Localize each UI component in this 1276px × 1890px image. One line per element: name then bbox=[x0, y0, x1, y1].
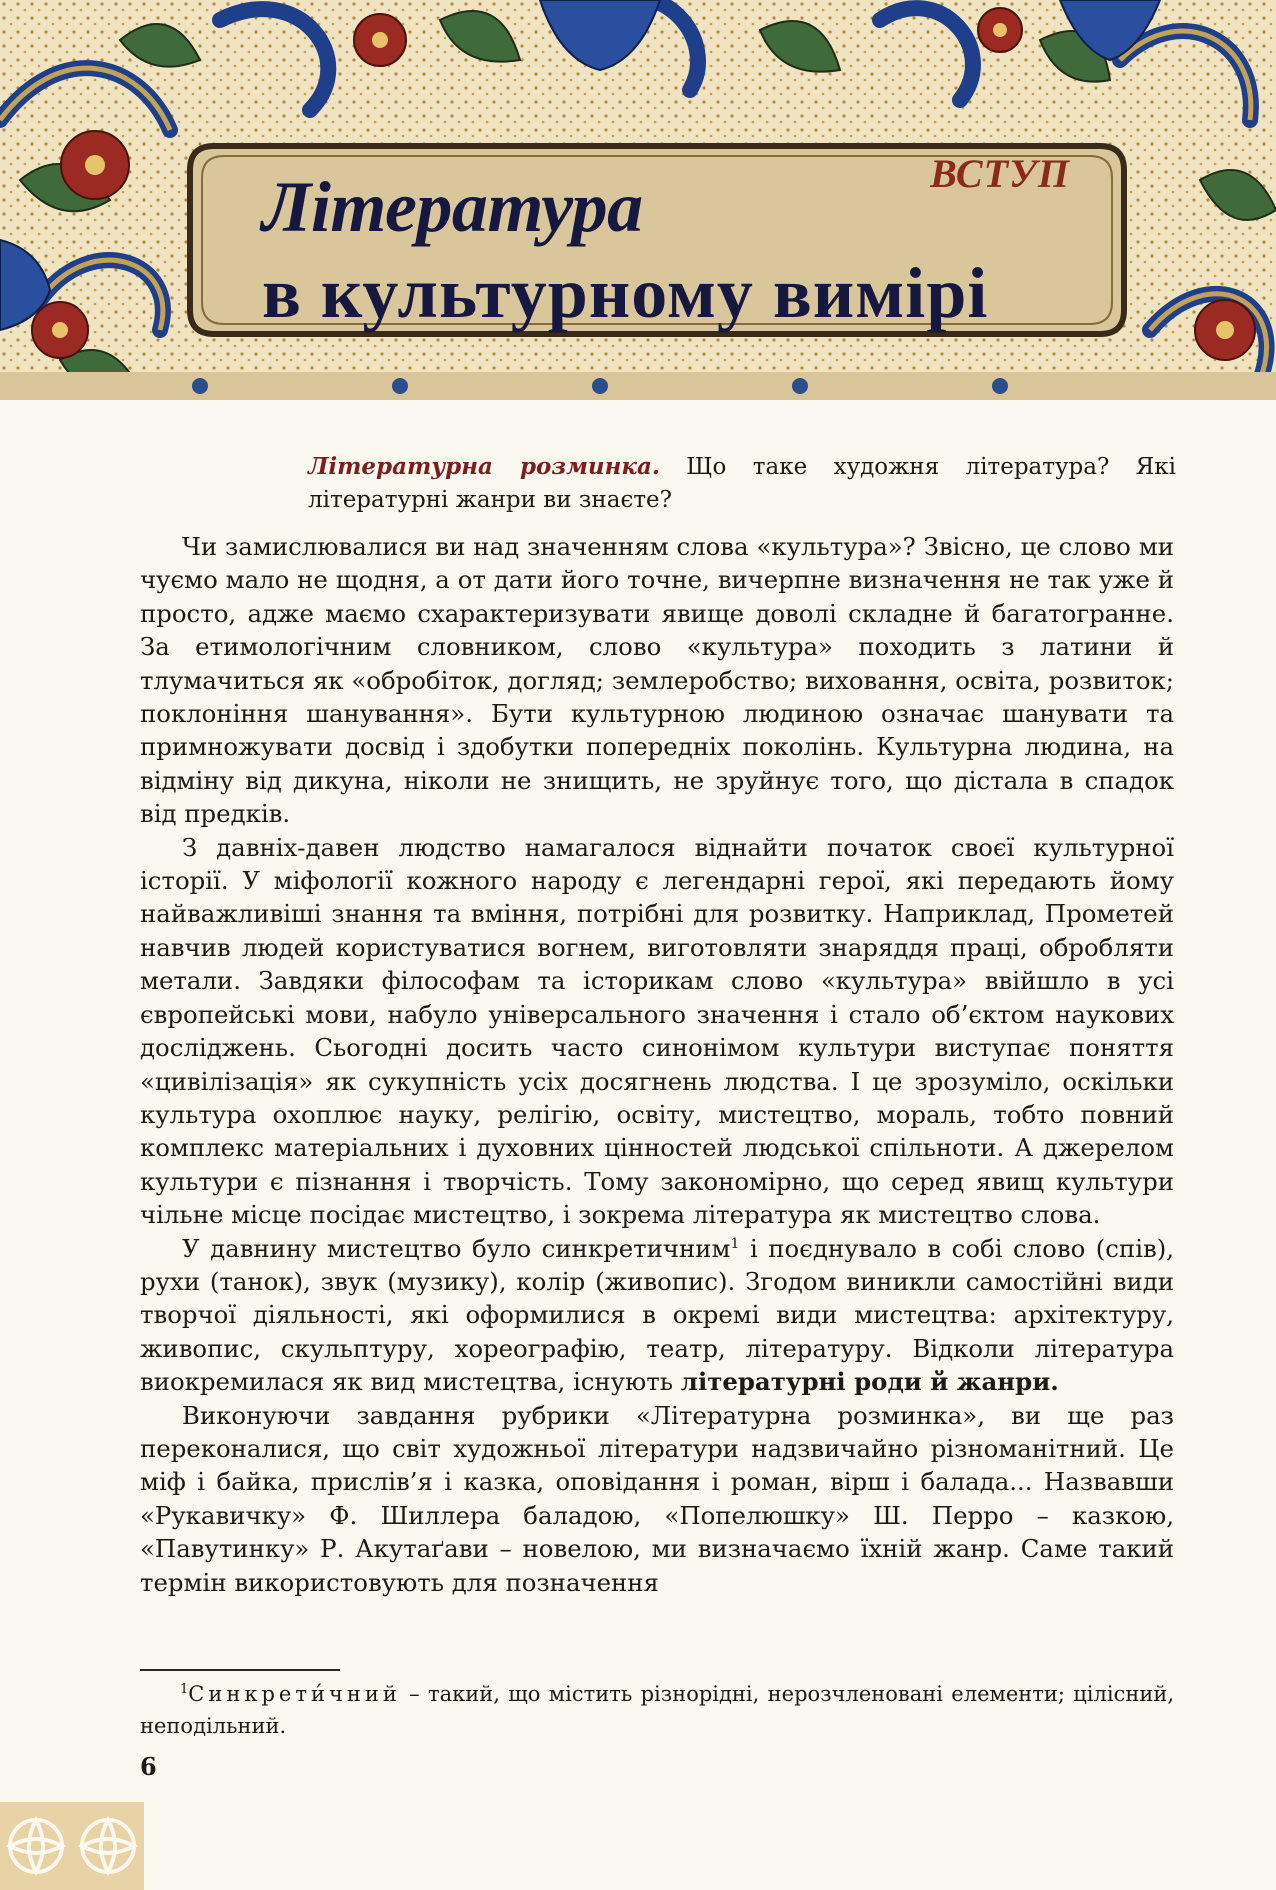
literary-warmup bbox=[308, 450, 1176, 517]
footnote-marker: 1 bbox=[180, 1682, 189, 1697]
paragraph-1: Чи замислювалися ви над значенням слова «культура»? Звісно, це слово ми чуємо мало не щодня, а от дати його точне, вичерпне визначення не так уже й просто, адже маємо схарактеризувати явище доволі складне й багатогранне. За етимологічним словником, слово «культура» походить з латини й тлумачиться як «обробіток, догляд; землеробство; виховання, освіта, розвиток; поклоніння шанування». Бути культурною людиною означає шанувати та примножувати досвід і здобутки попередніх поколінь. Культурна людина, на відміну від дикуна, ніколи не знищить, не зруйнує того, що дістала в спадок від предків. bbox=[140, 532, 1174, 829]
paragraph-4: Виконуючи завдання рубрики «Літературна розминка», ви ще раз переконалися, що світ художньої літератури надзвичайно різноманітний. Це міф і байка, прислів’я і казка, оповідання і роман, вірш і балада... Назвавши «Рукавичку» Ф. Шиллера баладою, «Попелюшку» Ш. Перро – казкою, «Павутинку» Р. Акутаґави – новелою, ми визначаємо їхній жанр. Саме такий термін використовують для позначення bbox=[140, 1400, 1174, 1597]
title-line-2: в культурному вимірі bbox=[262, 253, 989, 333]
main-text bbox=[140, 530, 1174, 1599]
paragraph-2: З давніх-давен людство намагалося віднайти початок своєї культурної історії. У міфології кожного народу є легендарні герої, які передають йому найважливіші знання та вміння, потрібні для розвитку. Наприклад, Прометей навчив людей користуватися вогнем, виготовляти знаряддя праці, обробляти метали. Завдяки філософам та історикам слово «культура» ввійшло в усі європейські мови, набуло універсального значення і стало об’єктом наукових досліджень. Сьогодні досить часто синонімом культури виступає поняття «цивілізація» як сукупність усіх досягнень людства. І це зрозуміло, оскільки культура охоплює науку, релігію, освіту, мистецтво, мораль, тобто повний комплекс матеріальних і духовних цінностей людської спільноти. А джерелом культури є пізнання і творчість. Тому закономірно, що серед явищ культури чільне місце посідає мистецтво, і зокрема література як мистецтво слова. bbox=[140, 832, 1174, 1230]
footnote-divider bbox=[140, 1669, 340, 1671]
footnote-reference: 1 bbox=[730, 1235, 740, 1252]
header-banner bbox=[0, 0, 1276, 400]
paragraph-3-start: У давнину мистецтво було синкретичним bbox=[182, 1233, 731, 1263]
footnote-term: Синкрети́чний bbox=[188, 1682, 401, 1706]
paragraph-3-bold: літературні роди й жанри. bbox=[680, 1367, 1059, 1397]
section-tag: ВСТУП bbox=[930, 151, 1070, 196]
title-plate bbox=[184, 140, 1130, 340]
footnote-text: – такий, що містить різнорідні, нерозчленовані елементи; цілісний, неподільний. bbox=[140, 1682, 1174, 1738]
corner-ornament bbox=[0, 1802, 144, 1890]
title-line-1: Література bbox=[262, 167, 643, 247]
warmup-label: Літературна розминка. bbox=[308, 453, 660, 480]
page-number: 6 bbox=[140, 1752, 157, 1781]
paragraph-3-middle: і поєднувало в собі слово (спів), рухи (танок), звук (музику), колір (живопис). Згодом виникли самостійні види творчої діяльності, які оформилися в окремі види мистецтва: архітектуру, живопис, скульптуру, хореографію, театр, літературу. Відколи література виокремилася як вид мистецтва, існують bbox=[140, 1233, 1174, 1397]
warmup-question: Що таке художня література? Які літературні жанри ви знаєте? bbox=[308, 454, 1176, 513]
footnote bbox=[140, 1678, 1174, 1742]
page-title bbox=[262, 164, 1042, 336]
paragraph-3 bbox=[140, 1232, 1174, 1399]
